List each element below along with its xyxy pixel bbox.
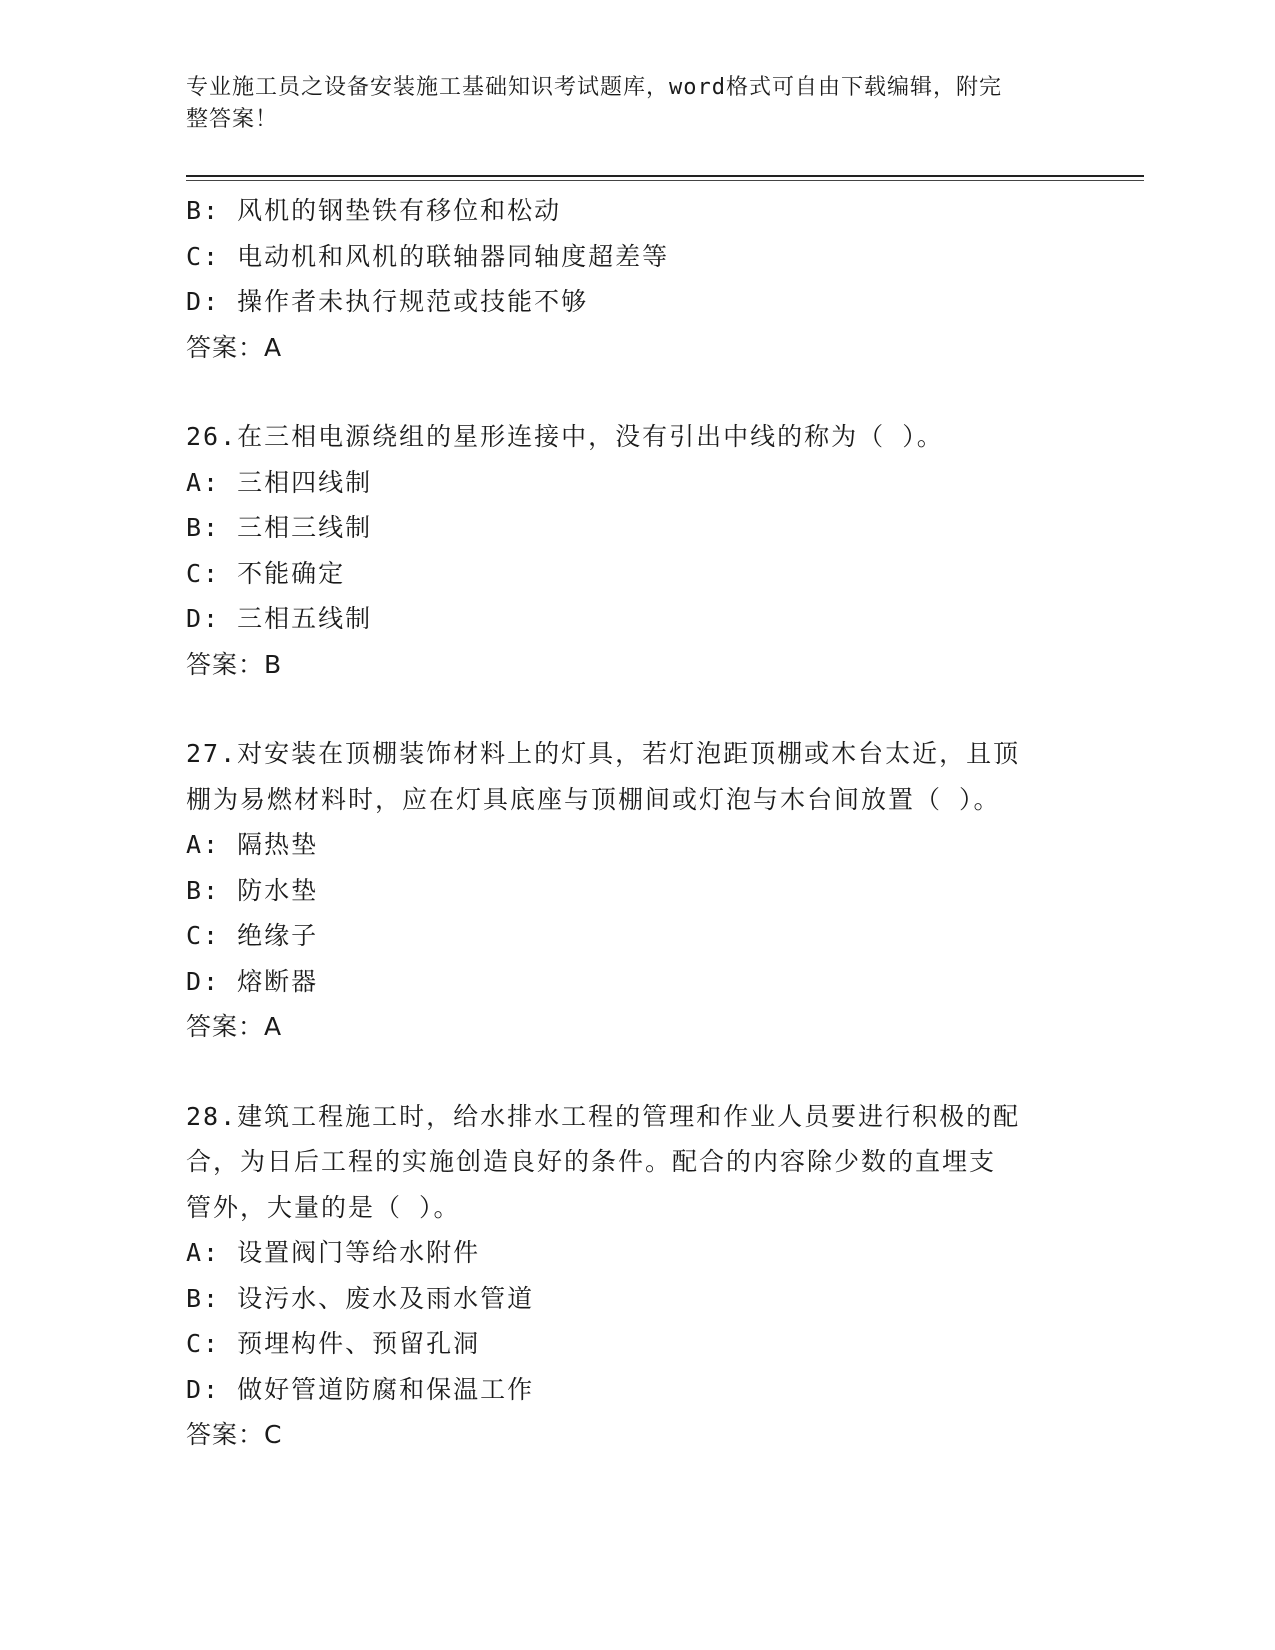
question-28 — [186, 1094, 1086, 1458]
previous-question-continuation — [186, 188, 1086, 370]
answer-line: 答案：C — [186, 1420, 283, 1449]
question-stem: 合，为日后工程的实施创造良好的条件。配合的内容除少数的直埋支 — [186, 1147, 997, 1176]
option-a: A: 三相四线制 — [186, 467, 373, 497]
option-c: C: 绝缘子 — [186, 921, 319, 950]
option-d: D: 操作者未执行规范或技能不够 — [186, 287, 589, 316]
option-c: C: 电动机和风机的联轴器同轴度超差等 — [186, 241, 670, 271]
header-line-1: 专业施工员之设备安装施工基础知识考试题库，word格式可自由下载编辑，附完 — [186, 75, 1002, 100]
option-d: D: 做好管道防腐和保温工作 — [186, 1374, 535, 1404]
option-a: A: 隔热垫 — [186, 830, 319, 859]
question-stem: 28.建筑工程施工时，给水排水工程的管理和作业人员要进行积极的配 — [186, 1101, 1021, 1131]
question-stem: 棚为易燃材料时，应在灯具底座与顶棚间或灯泡与木台间放置（ ）。 — [186, 784, 1001, 814]
question-27 — [186, 731, 1086, 1050]
option-c: C: 不能确定 — [186, 558, 346, 588]
spacer — [186, 370, 1086, 414]
option-b: B: 三相三线制 — [186, 513, 373, 542]
question-stem: 26.在三相电源绕组的星形连接中，没有引出中线的称为（ ）。 — [186, 422, 944, 451]
header-divider-thin — [186, 180, 1144, 181]
option-c: C: 预埋构件、预留孔洞 — [186, 1329, 481, 1358]
header-divider-thick — [186, 175, 1144, 177]
answer-line: 答案：A — [186, 332, 283, 362]
spacer — [186, 1050, 1086, 1094]
question-stem: 管外，大量的是（ ）。 — [186, 1192, 461, 1222]
header-line-2: 整答案！ — [186, 107, 279, 132]
question-stem: 27.对安装在顶棚装饰材料上的灯具，若灯泡距顶棚或木台太近，且顶 — [186, 739, 1021, 768]
option-b: B: 防水垫 — [186, 875, 319, 905]
option-b: B: 设污水、废水及雨水管道 — [186, 1283, 535, 1313]
option-d: D: 三相五线制 — [186, 604, 373, 633]
spacer — [186, 687, 1086, 731]
option-d: D: 熔断器 — [186, 966, 319, 996]
answer-line: 答案：A — [186, 1012, 283, 1041]
question-26 — [186, 414, 1086, 687]
option-a: A: 设置阀门等给水附件 — [186, 1238, 481, 1267]
document-header — [186, 72, 1066, 136]
answer-line: 答案：B — [186, 649, 283, 679]
option-b: B: 风机的钢垫铁有移位和松动 — [186, 196, 562, 225]
question-content — [186, 188, 1086, 1458]
